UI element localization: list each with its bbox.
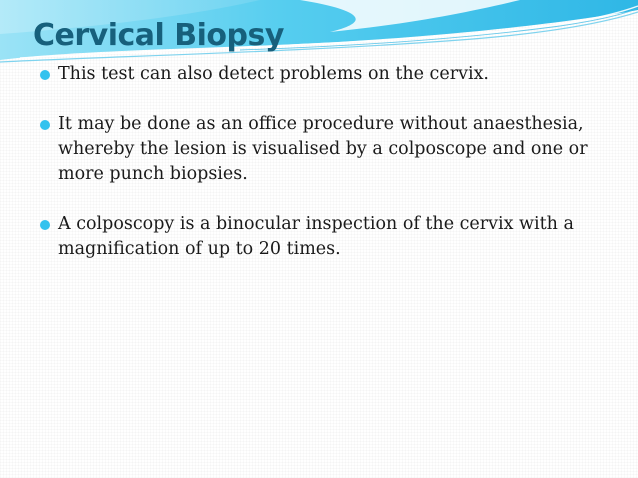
bullet-list <box>40 62 600 262</box>
bullet-text: This test can also detect problems on the cervix. <box>58 64 489 84</box>
bullet-text: A colposcopy is a binocular inspection of the cervix with a magnification of up to 20 times. <box>58 214 574 259</box>
bullet-dot-icon <box>40 70 50 80</box>
bullet-dot-icon <box>40 220 50 230</box>
bullet-item <box>40 212 600 262</box>
bullet-item <box>40 112 600 187</box>
bullet-dot-icon <box>40 120 50 130</box>
bullet-text: It may be done as an office procedure without anaesthesia, whereby the lesion is visualised by a colposcope and one or more punch biopsies. <box>58 114 588 184</box>
slide-title: Cervical Biopsy <box>33 18 284 53</box>
bullet-item <box>40 62 600 87</box>
